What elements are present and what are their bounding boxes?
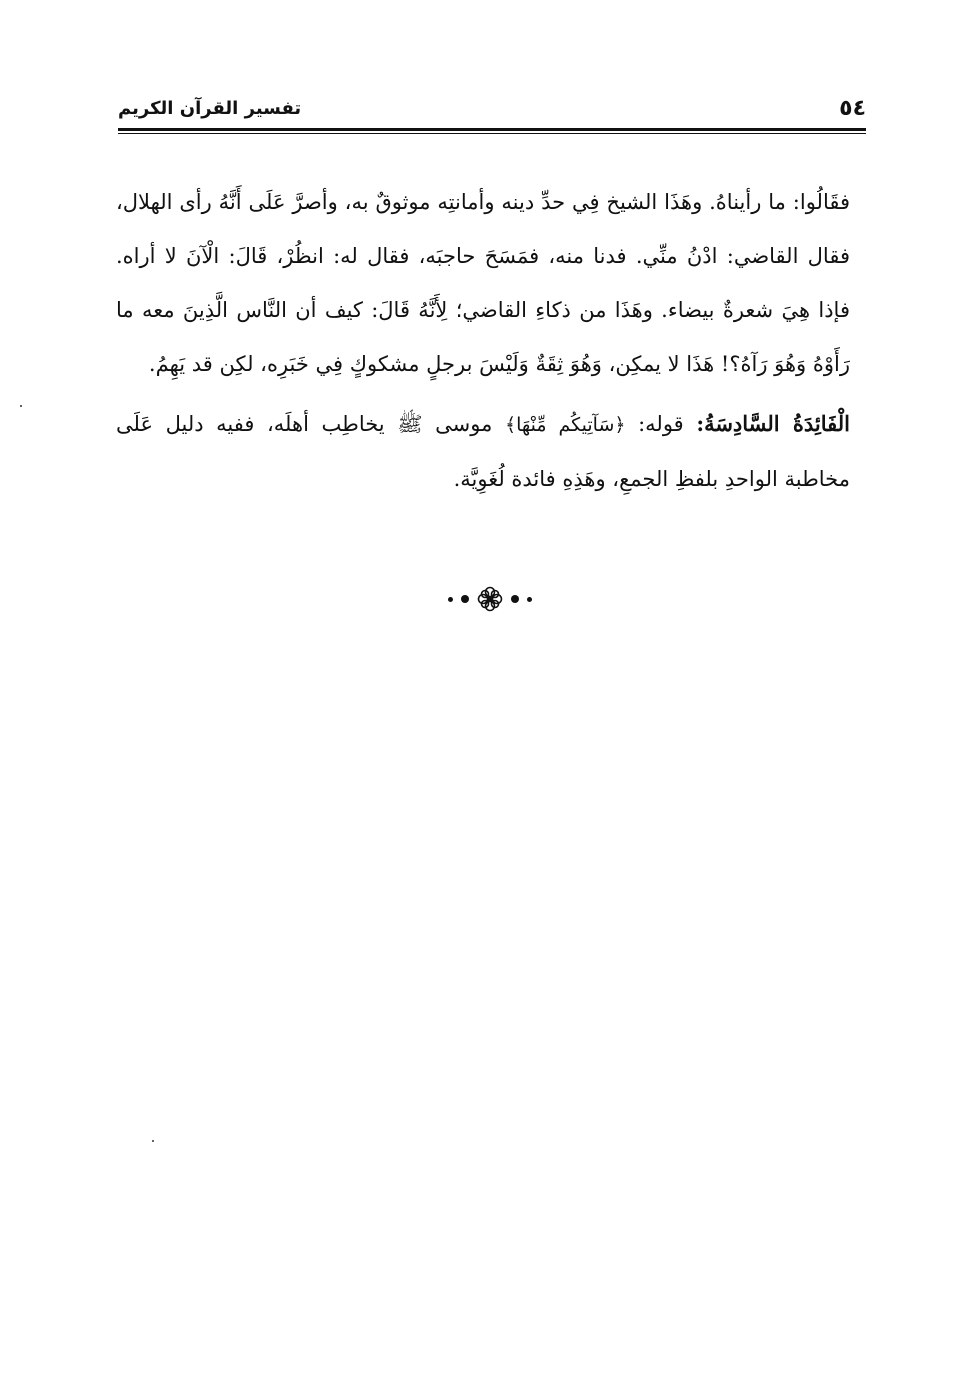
paragraph-2 — [116, 397, 850, 506]
quran-quote: ﴿سَآتِيكُم مِّنْهَا﴾ — [504, 414, 626, 436]
header-rule-thin — [118, 133, 866, 134]
paragraph-1: فقَالُوا: ما رأيناهُ. وهَذَا الشيخ فِي حدِّ دينه وأمانتِه موثوقٌ به، وأصرَّ عَلَى أَنَّهُ رأى الهلال، فقال القاضي: ادْنُ منِّي. فدنا منه، فمَسَحَ حاجبَه، فقال له: انظُرْ، قَالَ: الْآنَ لا أراه. فإذا هِيَ شعرةٌ بيضاء. وهَذَا من ذكاءِ القاضي؛ لِأَنَّهُ قَالَ: كيف أن النَّاس الَّذِينَ معه ما رَأَوْهُ وَهُوَ رَآهُ؟! هَذَا لا يمكِن، وَهُوَ ثِقَةٌ وَلَيْسَ برجلٍ مشكوكٍ فِي خَبَرِه، لكِن قد يَهِمُ. — [116, 190, 851, 376]
paragraph-2-text: موسى ﷺ يخاطِب أهلَه، ففيه دليل عَلَى مخاطبة الواحدِ بلفظِ الجمعِ، وهَذِهِ فائدة لُغَوِيَّة. — [116, 412, 850, 491]
paragraph-2-intro: قوله: — [625, 412, 697, 436]
divider-dot — [511, 595, 519, 603]
body-text — [116, 175, 850, 506]
divider-dot — [448, 597, 453, 602]
page-header — [118, 95, 866, 123]
scan-speck — [20, 405, 22, 407]
floral-divider-icon — [477, 586, 503, 612]
divider-dot — [527, 597, 532, 602]
section-divider — [420, 584, 560, 614]
benefit-label: الْفَائِدَةُ السَّادِسَةُ: — [696, 411, 850, 436]
scan-speck — [152, 1140, 154, 1142]
page-number: ٥٤ — [839, 96, 866, 121]
running-title: تفسير القرآن الكريم — [118, 98, 302, 119]
divider-dot — [461, 595, 469, 603]
header-rule — [118, 128, 866, 131]
